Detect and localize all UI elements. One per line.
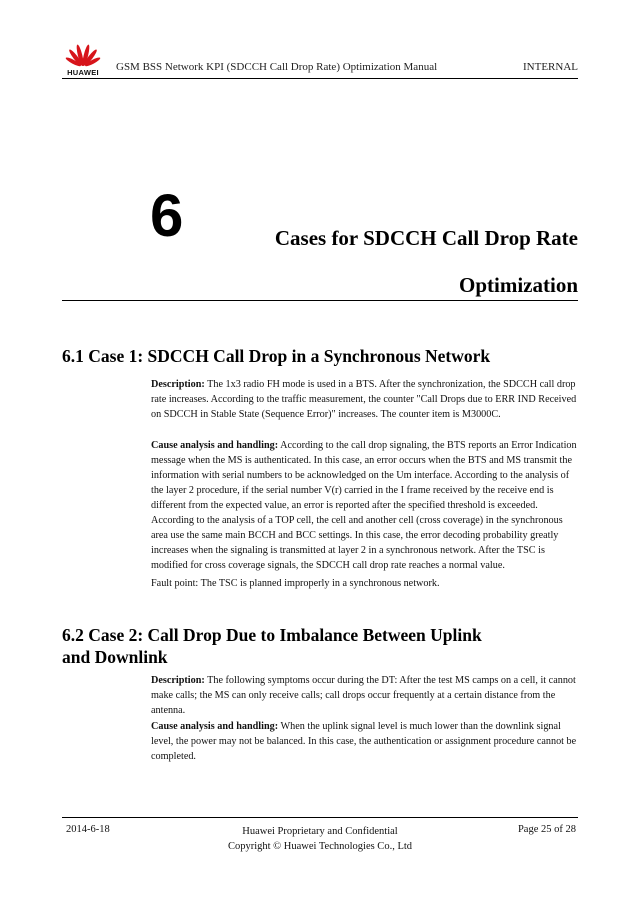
footer-date: 2014-6-18 xyxy=(66,824,110,835)
footer-confidential: Huawei Proprietary and Confidential xyxy=(242,826,398,837)
chapter-title-line1: Cases for SDCCH Call Drop Rate xyxy=(274,226,578,250)
section-2-cause-analysis xyxy=(151,719,581,764)
chapter-title-line2: Optimization xyxy=(459,273,578,297)
section-1-cause-analysis xyxy=(151,438,581,573)
section-1-description xyxy=(151,377,581,422)
description-label: Description: xyxy=(151,379,205,390)
footer-copyright: Copyright © Huawei Technologies Co., Ltd xyxy=(227,841,413,852)
chapter-number: 6 xyxy=(150,182,184,249)
section-1-fault-point: Fault point: The TSC is planned improperly in a synchronous network. xyxy=(151,578,440,589)
section-heading-6-1: 6.1 Case 1: SDCCH Call Drop in a Synchronous Network xyxy=(62,346,491,366)
cause-label: Cause analysis and handling: xyxy=(151,721,279,732)
chapter-divider xyxy=(62,300,578,301)
header-doc-title: GSM BSS Network KPI (SDCCH Call Drop Rate) Optimization Manual xyxy=(116,61,438,73)
footer-divider xyxy=(62,817,578,818)
cause-label: Cause analysis and handling: xyxy=(151,440,279,451)
logo-text: HUAWEI xyxy=(67,68,99,77)
header-divider xyxy=(62,78,578,79)
section-heading-6-2-line1: 6.2 Case 2: Call Drop Due to Imbalance Between Uplink xyxy=(62,625,482,645)
footer-page-number: Page 25 of 28 xyxy=(517,824,576,835)
footer-confidential-block xyxy=(210,824,430,854)
cause-text: According to the call drop signaling, the BTS reports an Error Indication message when the MS is authenticated. In this case, an error occurs when the BTS and MS transmit the information with serial numbers to be acknowledged on the Um interface. According to the analysis of the layer 2 procedure, if the serial number V(r) carried in the I frame received by the receive end is different from the expected value, an error is reported after the specified threshold is exceeded. According to the analysis of a TOP cell, the cell and another cell (cross coverage) in the synchronous area use the same main BCCH and BCC settings. In this case, the error decoding probability greatly increases when the signaling is transmitted at layer 2 in a synchronous network. After the TSC is modified for cross coverage signals, the SDCCH call drop rate reaches a normal value. xyxy=(151,440,577,571)
header-classification: INTERNAL xyxy=(523,61,578,73)
cause-text: When the uplink signal level is much lower than the downlink signal level, the power may not be balanced. In this case, the authentication or assignment procedure cannot be completed. xyxy=(151,721,577,762)
description-text: The following symptoms occur during the DT: After the test MS camps on a cell, it cannot make calls; the MS can only receive calls; call drops occur frequently at a certain distance from the antenna. xyxy=(151,675,576,716)
description-text: The 1x3 radio FH mode is used in a BTS. After the synchronization, the SDCCH call drop rate increases. According to the traffic measurement, the counter "Call Drops due to ERR IND Received on SDCCH in Stable State (Sequence Error)" increases. The counter item is M3000C. xyxy=(151,379,577,420)
section-2-description xyxy=(151,673,581,718)
description-label: Description: xyxy=(151,675,205,686)
section-heading-6-2-line2: and Downlink xyxy=(62,647,168,667)
